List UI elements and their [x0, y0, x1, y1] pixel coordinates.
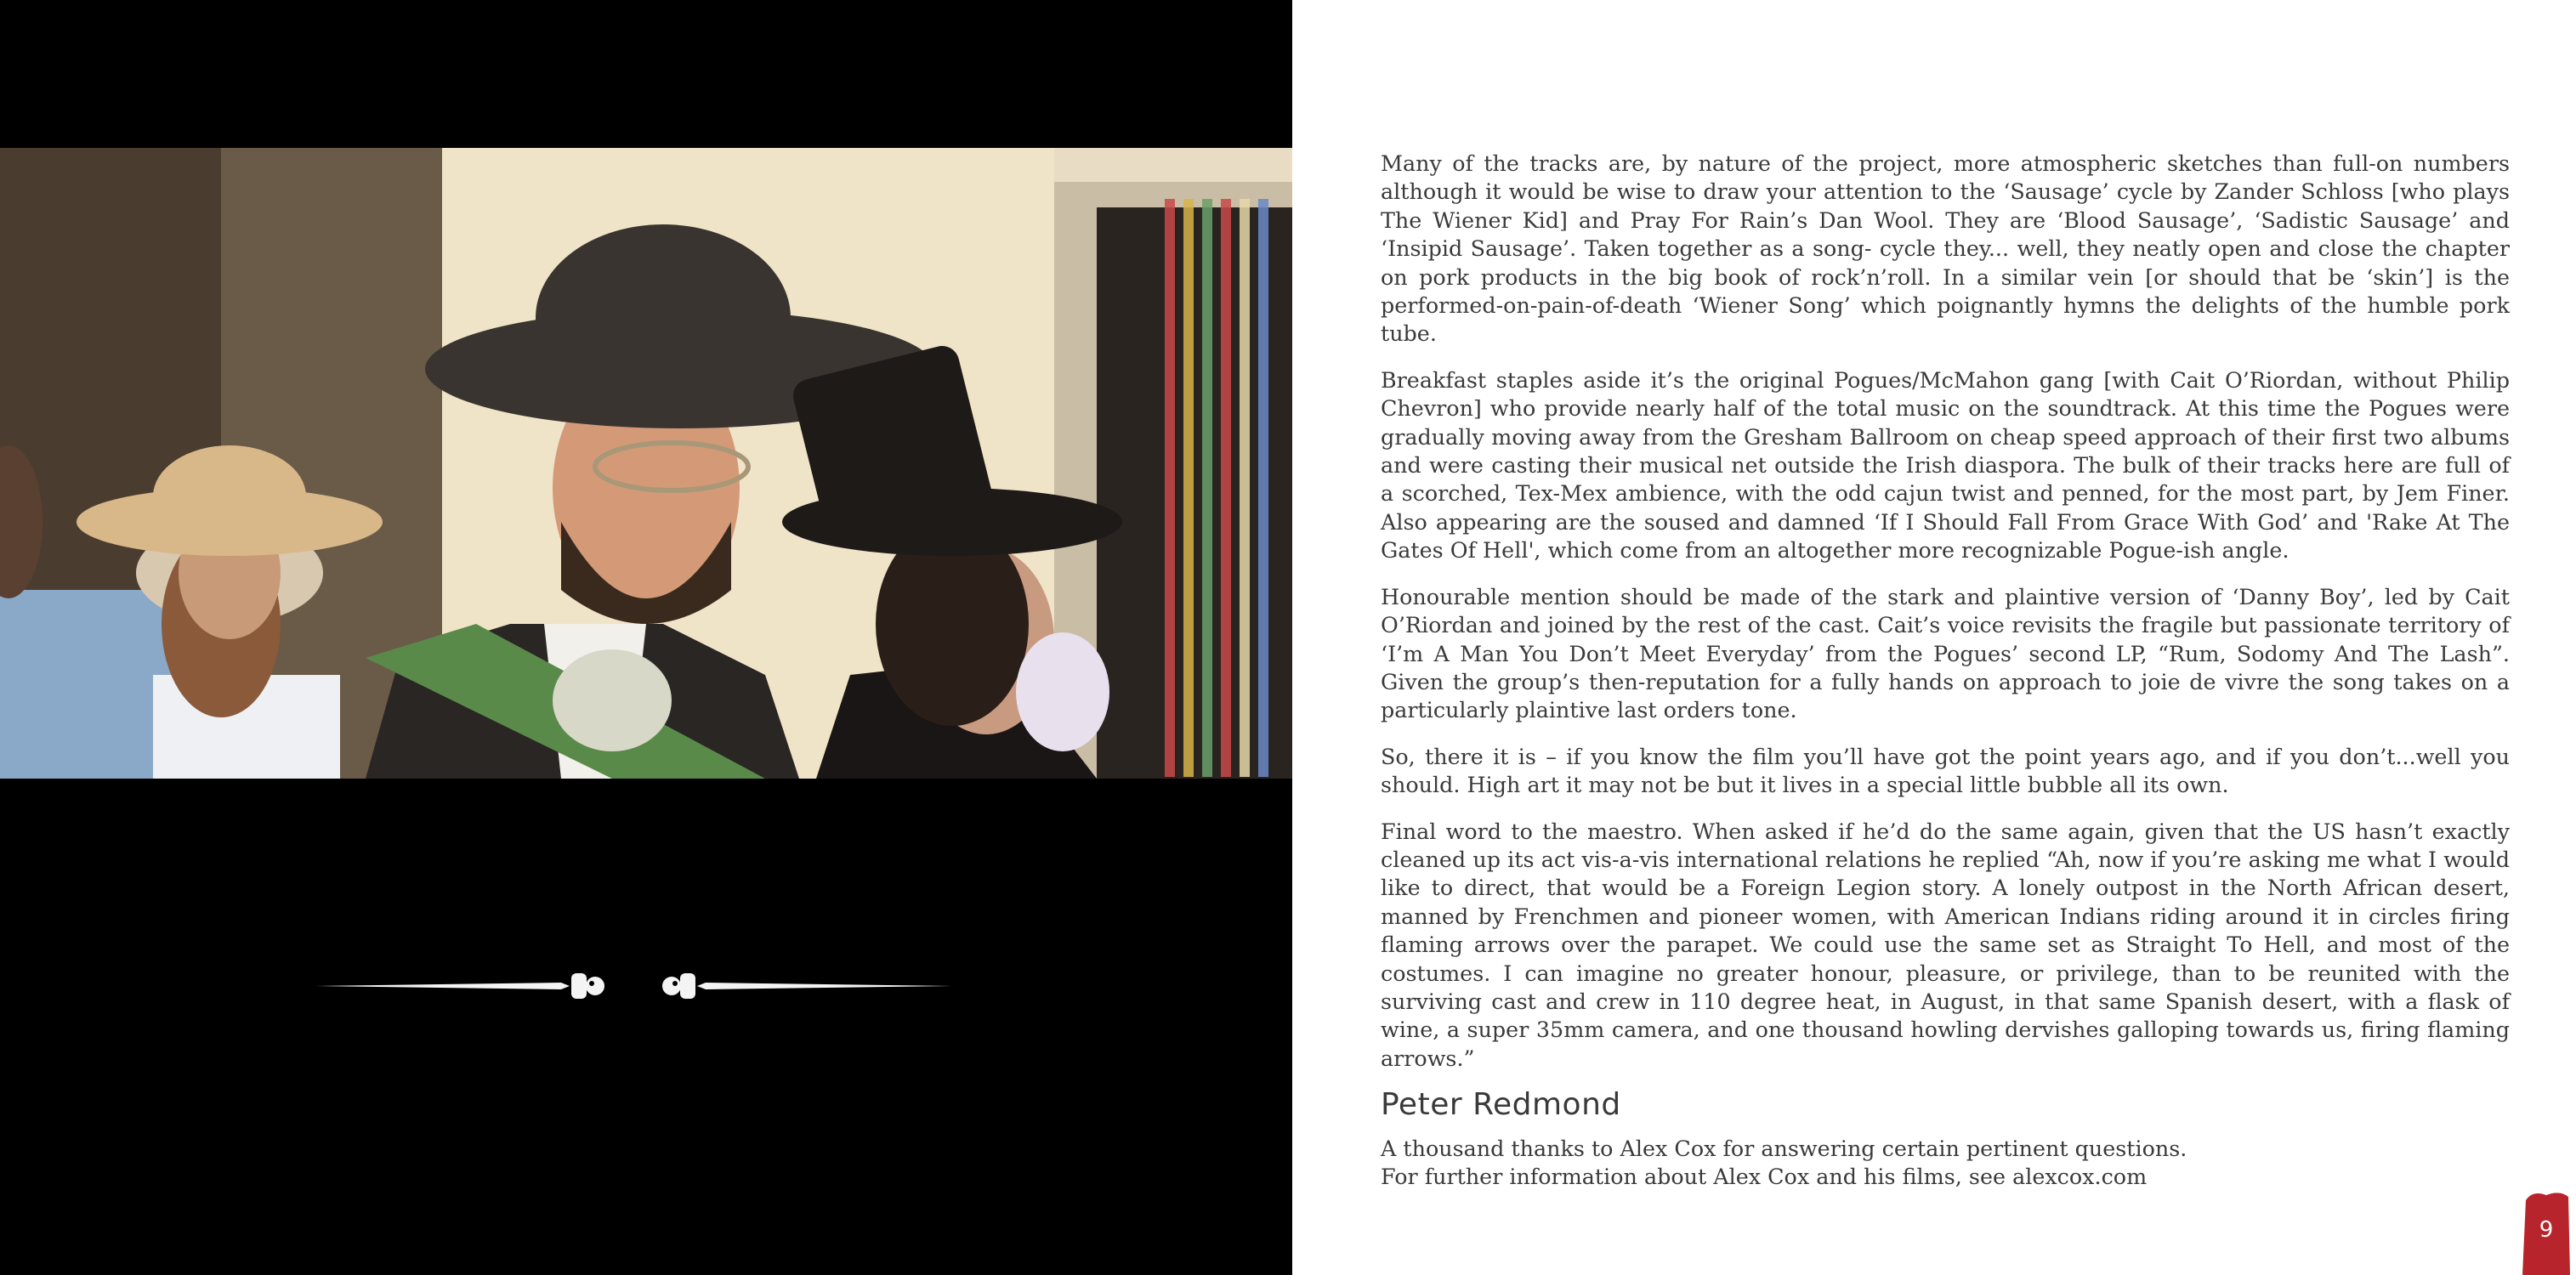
acknowledgement-line-2: For further information about Alex Cox and his films, see alexcox.com — [1381, 1164, 2148, 1189]
article-paragraph-1: Many of the tracks are, by nature of the project, more atmospheric sketches than full-on numbers although it would be wise to draw your attention to the ‘Sausage’ cycle by Zander Schloss [who plays The Wiener Kid] and Pray For Rain’s Dan Wool. They are ‘Blood Sausage’, ‘Sadistic Sausage’ and ‘Insipid Sausage’. Taken together as a song- cycle they... well, they neatly open and close the chapter on pork products in the big book of rock’n’roll. In a similar vein [or should that be ‘skin’] is the performed-on-pain-of-death ‘Wiener Song’ which poignantly hymns the delights of the humble pork tube. — [1381, 150, 2510, 347]
right-page — [1292, 0, 2576, 1275]
film-still-illustration — [0, 148, 1292, 779]
liner-notes-article — [1381, 150, 2510, 1191]
decorative-divider-ornament — [315, 965, 952, 1007]
article-paragraph-2: Breakfast staples aside it’s the original Pogues/McMahon gang [with Cait O’Riordan, without Philip Chevron] who provide nearly half of the total music on the soundtrack. At this time the Pogues were gradually moving away from the Gresham Ballroom on cheap speed approach of their first two albums and were casting their musical net outside the Irish diaspora. The bulk of their tracks here are full of a scorched, Tex-Mex ambience, with the odd cajun twist and penned, for the most part, by Jem Finer. Also appearing are the soused and damned ‘If I Should Fall From Grace With God’ and 'Rake At The Gates Of Hell', which come from an altogether more recognizable Pogue-ish angle. — [1381, 366, 2510, 564]
acknowledgement-line-1: A thousand thanks to Alex Cox for answering certain pertinent questions. — [1381, 1135, 2187, 1161]
acknowledgements — [1381, 1135, 2510, 1192]
film-still-photo — [0, 148, 1292, 779]
article-paragraph-3: Honourable mention should be made of the stark and plaintive version of ‘Danny Boy’, led by Cait O’Riordan and joined by the rest of the cast. Cait’s voice revisits the fragile but passionate territory of ‘I’m A Man You Don’t Meet Everyday’ from the Pogues’ second LP, “Rum, Sodomy And The Lash”. Given the group’s then-reputation for a fully hands on approach to joie de vivre the song takes on a particularly plaintive last orders tone. — [1381, 583, 2510, 723]
article-paragraph-4: So, there it is – if you know the film you’ll have got the point years ago, and if you don’t...well you should. High art it may not be but it lives in a special little bubble all its own. — [1381, 743, 2510, 798]
author-signature: Peter Redmond — [1381, 1087, 1621, 1123]
article-paragraph-5: Final word to the maestro. When asked if he’d do the same again, given that the US hasn’t exactly cleaned up its act vis-a-vis international relations he replied “Ah, now if you’re asking me what I would like to direct, that would be a Foreign Legion story. A lonely outpost in the North African desert, manned by Frenchmen and pioneer women, with American Indians riding around it in circles firing flaming arrows over the parapet. We could use the same set as Straight To Hell, and most of the costumes. I can imagine no greater honour, pleasure, or privilege, than to be reunited with the surviving cast and crew in 110 degree heat, in August, in that same Spanish desert, with a flask of wine, a super 35mm camera, and one thousand howling dervishes galloping towards us, firing flaming arrows.” — [1381, 818, 2510, 1071]
page-number-tab — [2521, 1188, 2572, 1275]
page-number: 9 — [2539, 1217, 2554, 1243]
